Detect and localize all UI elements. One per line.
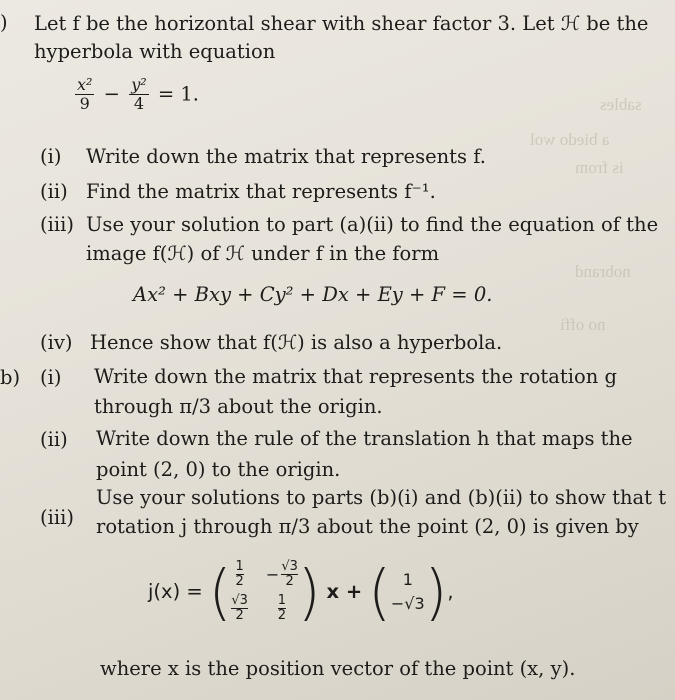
- matrix-cell-22: $\frac{1}{2}$: [277, 592, 287, 623]
- minus-sign: −: [103, 82, 120, 106]
- matrix-cell-11: $\frac{1}{2}$: [235, 559, 244, 590]
- intro-line-2: hyperbola with equation: [34, 40, 276, 63]
- a-i-text: Write down the matrix that represents f.: [86, 145, 486, 168]
- a-iii-text-1: Use your solution to part (a)(ii) to find the equation of the: [86, 213, 659, 236]
- matrix-cell-12: − $\frac{√3}{2}$: [265, 559, 298, 590]
- a-iii-equation: Ax² + Bxy + Cy² + Dx + Ey + F = 0.: [133, 283, 493, 306]
- bleed-through-text: sables: [600, 95, 642, 114]
- vector-entry-2: −√3: [390, 593, 425, 613]
- matrix-cell-21: $\frac{√3}{2}$: [231, 592, 248, 623]
- bleed-through-text: nobrand: [575, 262, 631, 281]
- bleed-through-text: is from: [575, 158, 624, 177]
- fraction-y: $\frac{\text{y²}}{4}$: [131, 75, 147, 114]
- final-text: where x is the position vector of the point (x, y).: [100, 657, 576, 680]
- b-ii-text-1: Write down the rule of the translation h that maps the: [96, 427, 633, 450]
- vector-entry-1: 1: [402, 569, 413, 589]
- bleed-through-text: no offi: [560, 315, 606, 334]
- a-iii-label: (iii): [40, 213, 74, 236]
- b-iii-label: (iii): [40, 506, 74, 529]
- intro-line-1: Let f be the horizontal shear with shear factor 3. Let ℋ be the: [34, 12, 649, 35]
- equation-rhs: = 1.: [157, 82, 199, 106]
- fraction-x: $\frac{\text{x²}}{9}$: [77, 75, 93, 114]
- b-i-text-1: Write down the matrix that represents the rotation g: [94, 365, 617, 388]
- trailing-comma: ,: [447, 579, 454, 603]
- rotation-matrix: [231, 560, 298, 623]
- b-i-text-2: through π/3 about the origin.: [94, 395, 383, 418]
- left-paren: (: [208, 555, 232, 628]
- vector-left-paren: (: [368, 555, 391, 628]
- part-a-marker: ): [0, 11, 8, 34]
- a-iv-label: (iv): [40, 331, 73, 354]
- a-i-label: (i): [40, 145, 62, 168]
- a-iv-text: Hence show that f(ℋ) is also a hyperbola.: [90, 331, 503, 354]
- b-i-label: (i): [40, 366, 62, 389]
- translation-vector: [390, 569, 425, 613]
- a-ii-text: Find the matrix that represents f⁻¹.: [86, 180, 436, 203]
- a-ii-label: (ii): [40, 180, 68, 203]
- j-formula: [148, 555, 454, 628]
- a-iii-text-2: image f(ℋ) of ℋ under f in the form: [86, 242, 440, 265]
- part-b-marker: b): [0, 366, 21, 389]
- right-paren: ): [297, 555, 321, 628]
- bleed-through-text: a biedo wol: [530, 130, 610, 149]
- b-ii-label: (ii): [40, 428, 68, 451]
- hyperbola-equation: [72, 76, 199, 114]
- j-lhs: j(x) =: [148, 579, 203, 603]
- times-x: x +: [326, 579, 363, 603]
- vector-right-paren: ): [424, 555, 448, 628]
- b-ii-text-2: point (2, 0) to the origin.: [96, 458, 341, 481]
- b-iii-text-1: Use your solutions to parts (b)(i) and (b)(ii) to show that t: [96, 486, 667, 509]
- b-iii-text-2: rotation j through π/3 about the point (2, 0) is given by: [96, 515, 639, 538]
